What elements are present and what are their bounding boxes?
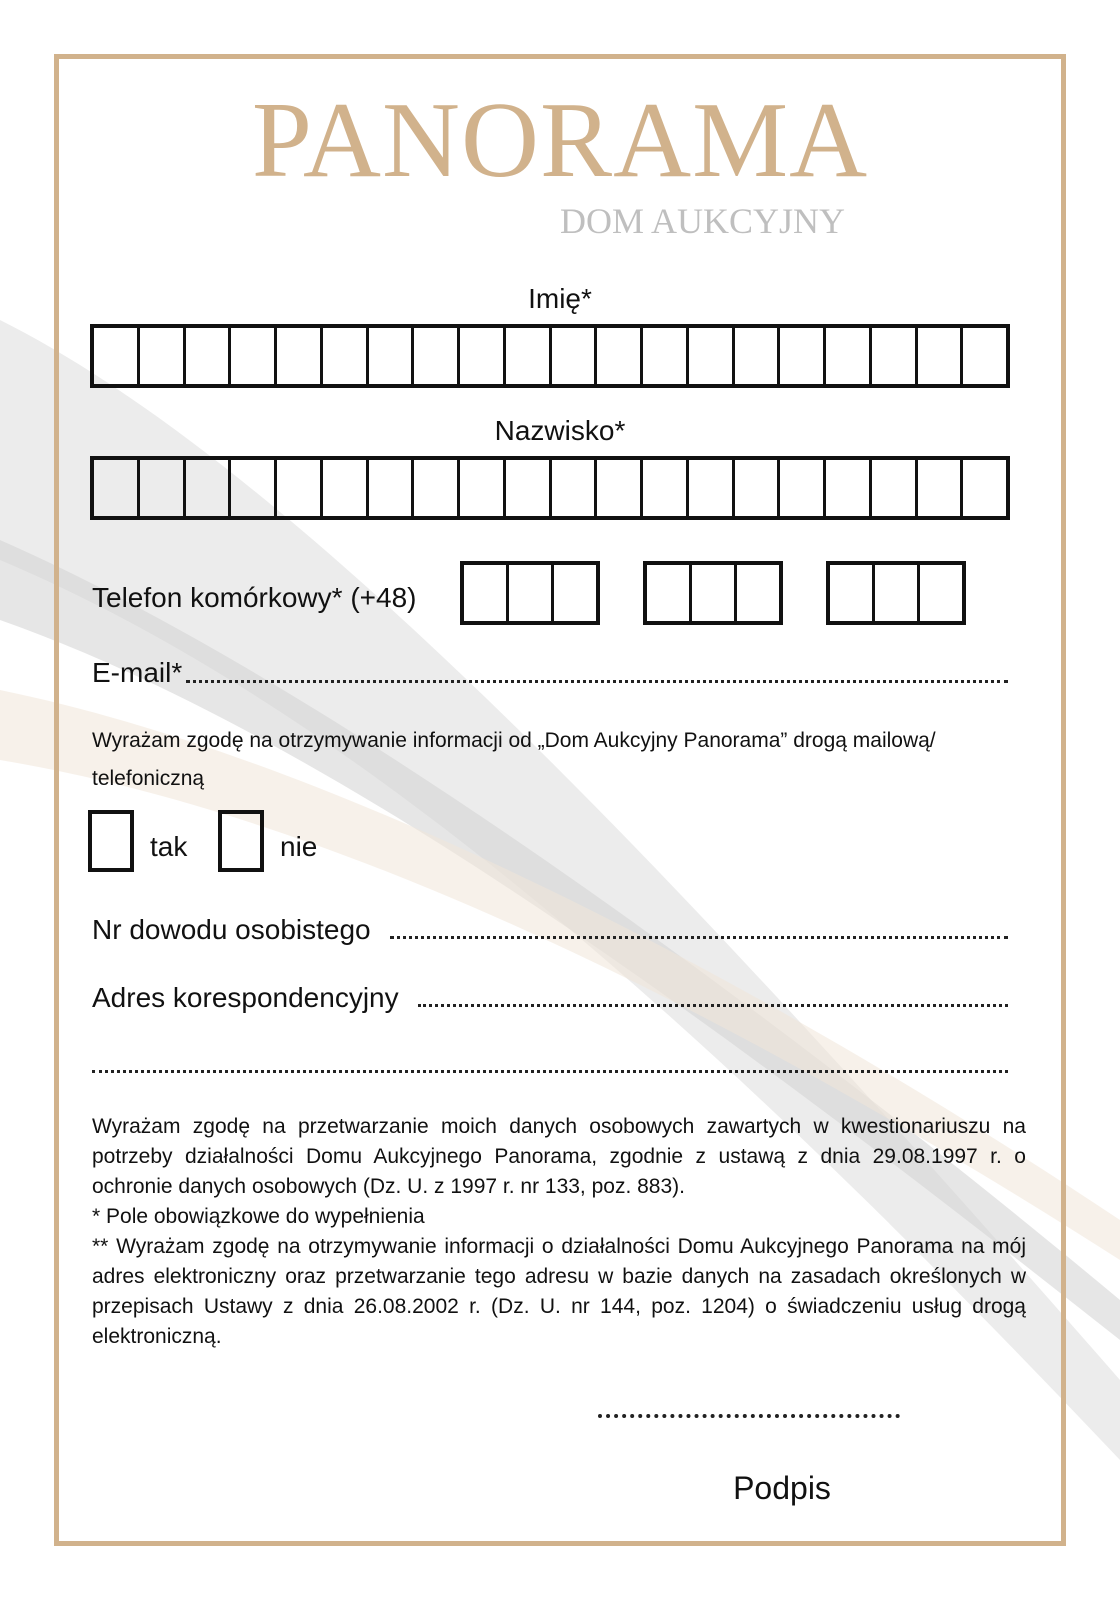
legal-notice xyxy=(92,1112,1026,1352)
signature-label: Podpis xyxy=(733,1470,831,1506)
phone-digit-box[interactable] xyxy=(647,565,692,621)
first-name-char-box[interactable] xyxy=(140,328,186,384)
first-name-char-box[interactable] xyxy=(323,328,369,384)
id-number-input-line[interactable] xyxy=(390,936,1008,939)
last-name-char-box[interactable] xyxy=(552,460,598,516)
phone-digit-box[interactable] xyxy=(875,565,920,621)
first-name-char-box[interactable] xyxy=(552,328,598,384)
first-name-input[interactable] xyxy=(90,324,1010,388)
brand-subtitle: DOM AUKCYJNY xyxy=(560,201,846,241)
first-name-char-box[interactable] xyxy=(231,328,277,384)
signature-line[interactable] xyxy=(598,1414,900,1418)
required-fields-note: * Pole obowiązkowe do wypełnienia xyxy=(92,1205,425,1228)
last-name-char-box[interactable] xyxy=(140,460,186,516)
last-name-char-box[interactable] xyxy=(231,460,277,516)
first-name-label: Imię* xyxy=(528,283,592,314)
last-name-char-box[interactable] xyxy=(689,460,735,516)
first-name-char-box[interactable] xyxy=(460,328,506,384)
address-label: Adres korespondencyjny xyxy=(92,982,399,1013)
last-name-char-box[interactable] xyxy=(643,460,689,516)
email-label: E-mail* xyxy=(92,657,183,688)
consent-yes-label: tak xyxy=(150,831,188,862)
phone-digit-box[interactable] xyxy=(692,565,737,621)
first-name-char-box[interactable] xyxy=(277,328,323,384)
last-name-char-box[interactable] xyxy=(186,460,232,516)
consent-no-label: nie xyxy=(280,831,318,862)
last-name-char-box[interactable] xyxy=(323,460,369,516)
first-name-char-box[interactable] xyxy=(94,328,140,384)
first-name-char-box[interactable] xyxy=(643,328,689,384)
last-name-char-box[interactable] xyxy=(277,460,323,516)
electronic-communication-consent-text: ** Wyrażam zgodę na otrzymywanie informacji o działalności Domu Aukcyjnego Panorama na mój adres elektroniczny oraz przetwarzanie tego adresu w bazie danych na zasadach określonych w przepisach Ustawy z dnia 26.08.2002 r. (Dz. U. nr 144, poz. 1204) o świadczeniu usług drogą elektroniczną. xyxy=(92,1235,1026,1348)
first-name-char-box[interactable] xyxy=(735,328,781,384)
first-name-char-box[interactable] xyxy=(918,328,964,384)
last-name-char-box[interactable] xyxy=(780,460,826,516)
phone-digit-box[interactable] xyxy=(509,565,554,621)
last-name-char-box[interactable] xyxy=(963,460,1006,516)
last-name-char-box[interactable] xyxy=(460,460,506,516)
data-processing-consent-text: Wyrażam zgodę na przetwarzanie moich danych osobowych zawartych w kwestionariuszu na potrzeby działalności Domu Aukcyjnego Panorama, zgodnie z ustawą z dnia 29.08.1997 r. o ochronie danych osobowych (Dz. U. z 1997 r. nr 133, poz. 883). xyxy=(92,1115,1026,1198)
last-name-char-box[interactable] xyxy=(597,460,643,516)
address-input-line-1[interactable] xyxy=(418,1004,1008,1007)
last-name-char-box[interactable] xyxy=(872,460,918,516)
first-name-char-box[interactable] xyxy=(872,328,918,384)
first-name-char-box[interactable] xyxy=(369,328,415,384)
last-name-label: Nazwisko* xyxy=(494,415,626,446)
first-name-char-box[interactable] xyxy=(506,328,552,384)
phone-digit-box[interactable] xyxy=(554,565,596,621)
address-input-line-2[interactable] xyxy=(92,1070,1008,1073)
id-number-label: Nr dowodu osobistego xyxy=(92,914,371,945)
email-input-line[interactable] xyxy=(186,680,1008,683)
last-name-char-box[interactable] xyxy=(414,460,460,516)
phone-digit-box[interactable] xyxy=(464,565,509,621)
last-name-char-box[interactable] xyxy=(94,460,140,516)
phone-group-2-input[interactable] xyxy=(643,561,783,625)
last-name-char-box[interactable] xyxy=(918,460,964,516)
phone-digit-box[interactable] xyxy=(737,565,779,621)
consent-no-checkbox[interactable] xyxy=(218,810,264,872)
phone-group-3-input[interactable] xyxy=(826,561,966,625)
last-name-char-box[interactable] xyxy=(369,460,415,516)
last-name-char-box[interactable] xyxy=(506,460,552,516)
last-name-char-box[interactable] xyxy=(826,460,872,516)
phone-group-1-input[interactable] xyxy=(460,561,600,625)
first-name-char-box[interactable] xyxy=(780,328,826,384)
phone-digit-box[interactable] xyxy=(830,565,875,621)
last-name-input[interactable] xyxy=(90,456,1010,520)
phone-digit-box[interactable] xyxy=(920,565,962,621)
first-name-char-box[interactable] xyxy=(597,328,643,384)
first-name-char-box[interactable] xyxy=(963,328,1006,384)
phone-label: Telefon komórkowy* (+48) xyxy=(92,582,417,613)
consent-yes-checkbox[interactable] xyxy=(88,810,134,872)
brand-logo: PANORAMA xyxy=(251,81,869,200)
first-name-char-box[interactable] xyxy=(826,328,872,384)
first-name-char-box[interactable] xyxy=(414,328,460,384)
first-name-char-box[interactable] xyxy=(689,328,735,384)
contact-consent-text: Wyrażam zgodę na otrzymywanie informacji od „Dom Aukcyjny Panorama” drogą mailową/ telefoniczną xyxy=(92,729,936,790)
last-name-char-box[interactable] xyxy=(735,460,781,516)
first-name-char-box[interactable] xyxy=(186,328,232,384)
